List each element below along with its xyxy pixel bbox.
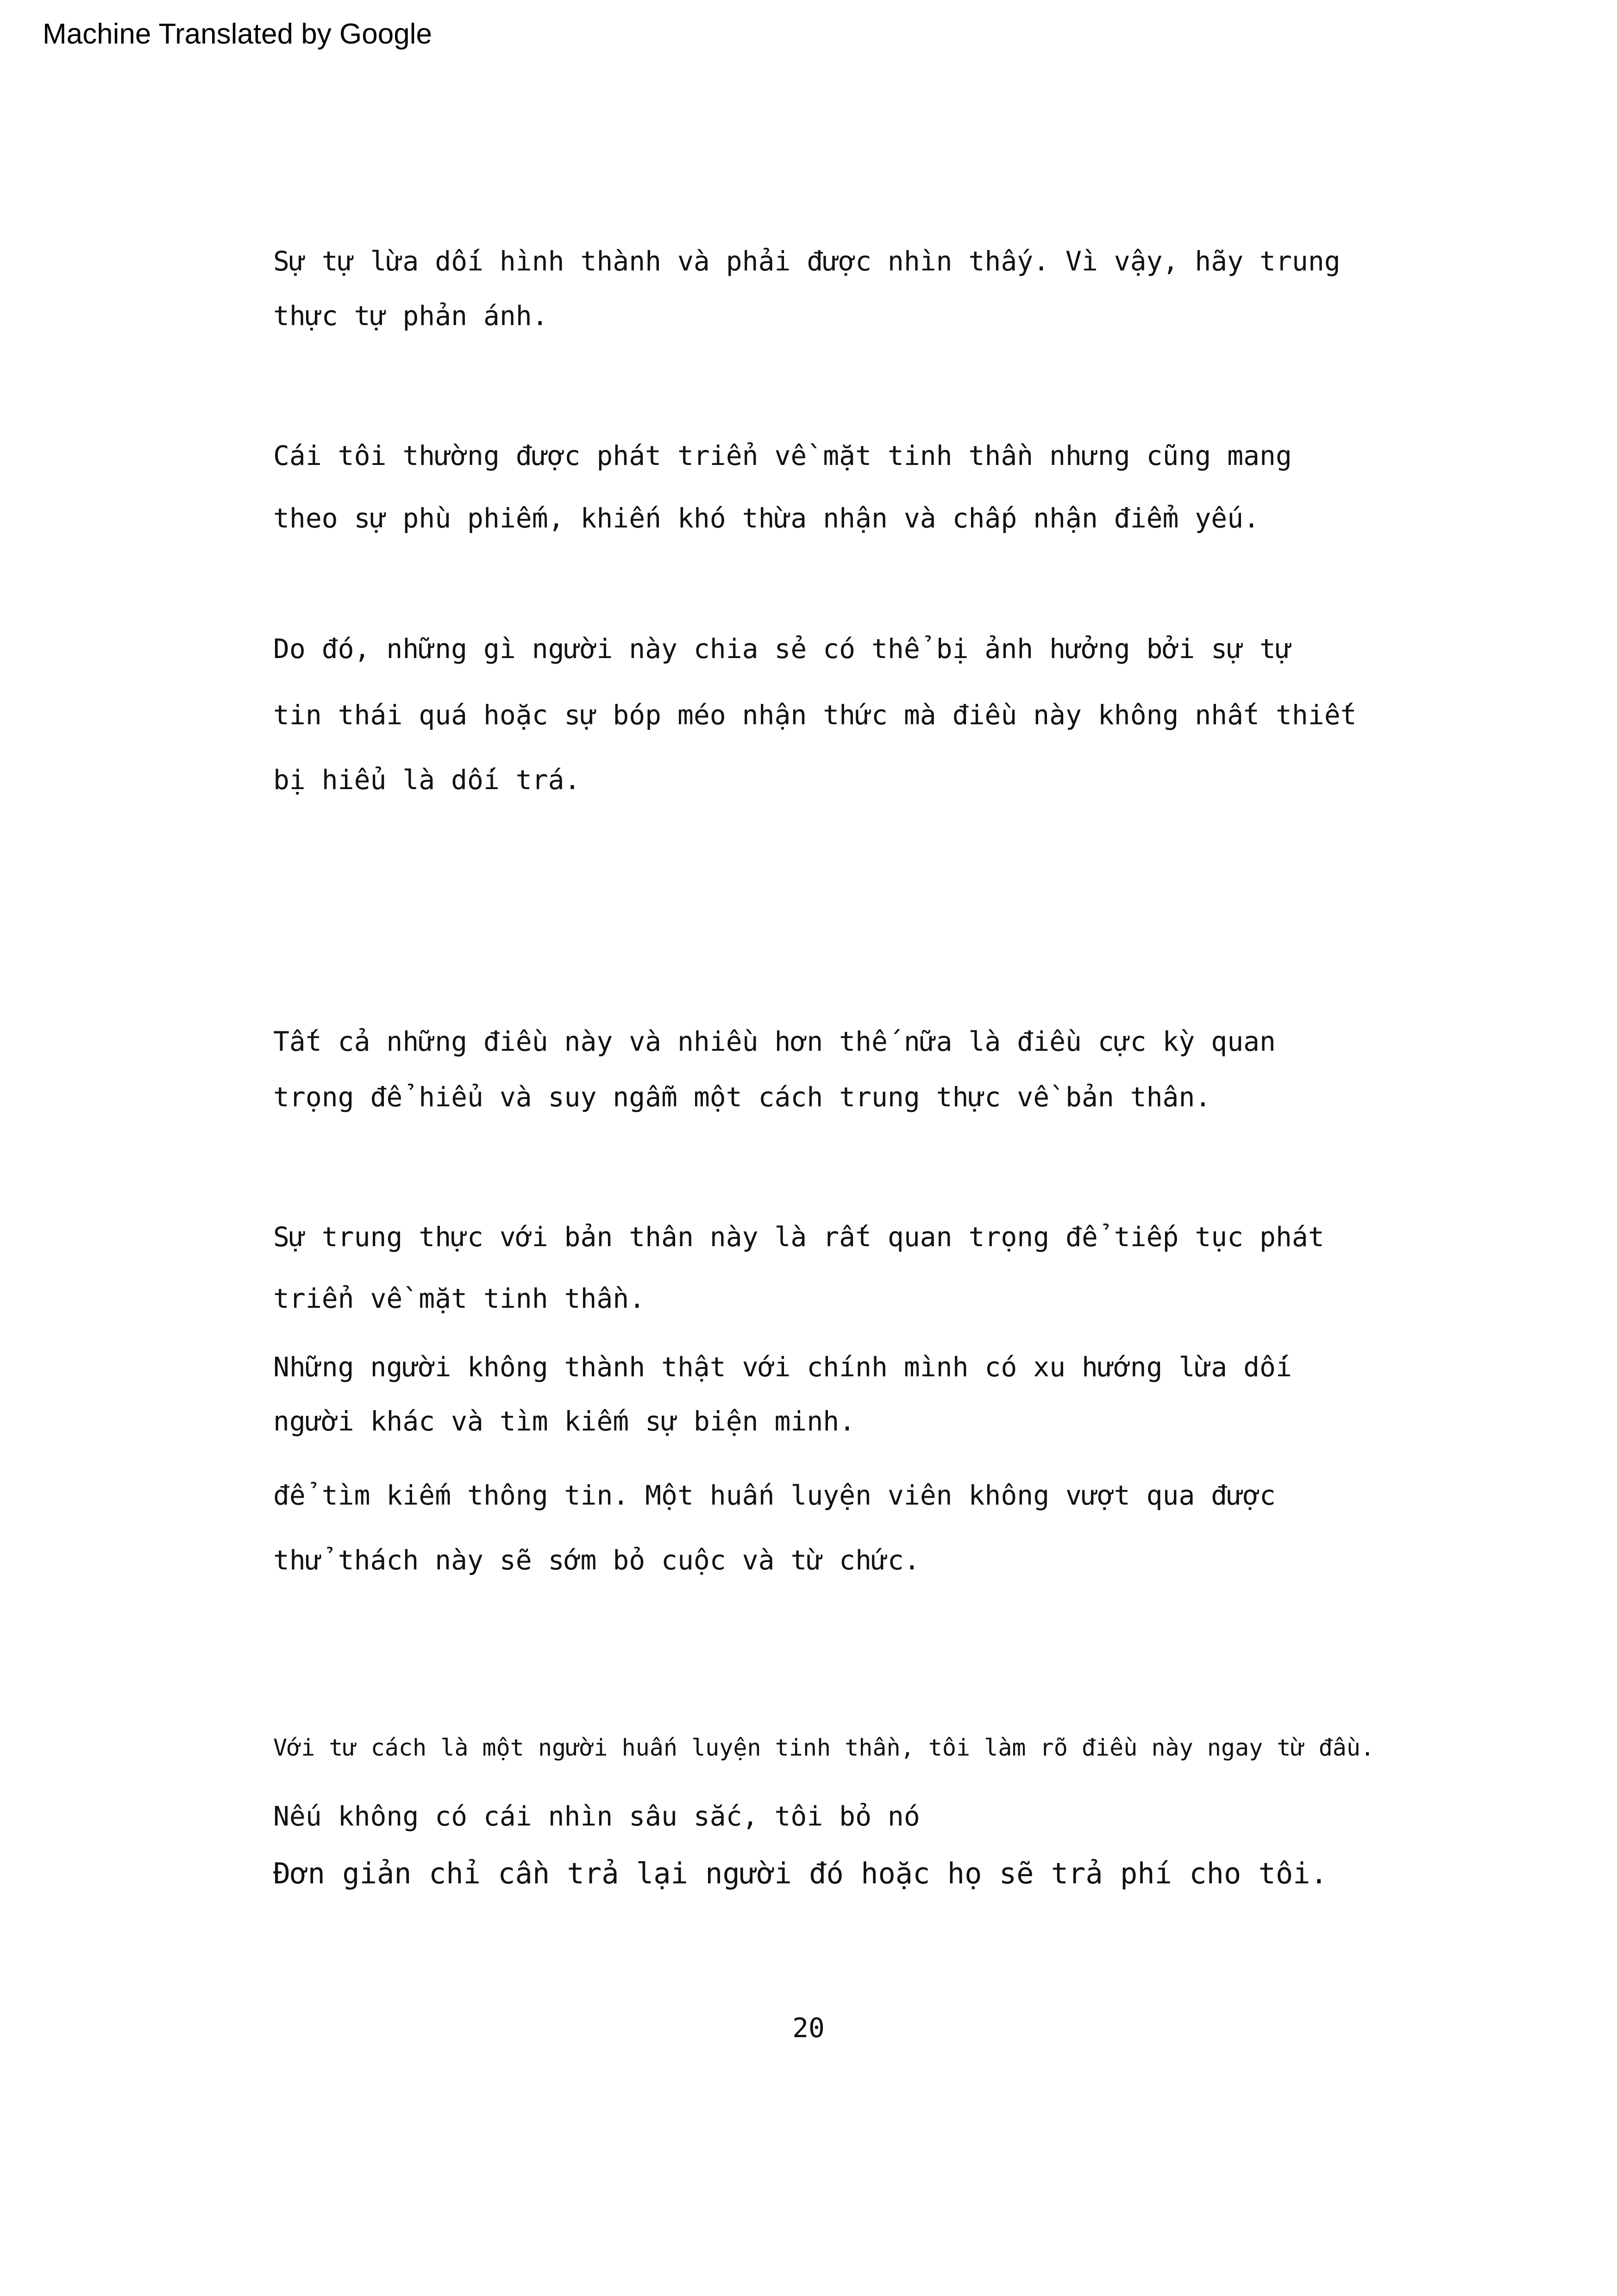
translation-notice: Machine Translated by Google [43, 18, 432, 50]
paragraph-line: Những người không thành thật với chính mình có xu hướng lừa dối [273, 1351, 1292, 1383]
paragraph-line: thực tự phản ánh. [273, 300, 548, 332]
paragraph-line: người khác và tìm kiếm sự biện minh. [273, 1405, 856, 1437]
paragraph-line: thử thách này sẽ sớm bỏ cuộc và từ chức. [273, 1544, 920, 1576]
paragraph-line: trọng để hiểu và suy ngẫm một cách trung thực về bản thân. [273, 1081, 1211, 1113]
paragraph-line: để tìm kiếm thông tin. Một huấn luyện viên không vượt qua được [273, 1480, 1276, 1511]
paragraph-line: bị hiểu là dối trá. [273, 764, 581, 796]
paragraph-line: triển về mặt tinh thần. [273, 1283, 646, 1314]
paragraph-line: Nếu không có cái nhìn sâu sắc, tôi bỏ nó [273, 1800, 920, 1832]
paragraph-line: Cái tôi thường được phát triển về mặt tinh thần nhưng cũng mang [273, 440, 1292, 471]
paragraph-line: Do đó, những gì người này chia sẻ có thể bị ảnh hưởng bởi sự tự [273, 633, 1292, 665]
paragraph-line: Sự tự lừa dối hình thành và phải được nhìn thấy. Vì vậy, hãy trung [273, 245, 1341, 277]
paragraph-line: Với tư cách là một người huấn luyện tinh thần, tôi làm rõ điều này ngay từ đầu. [273, 1734, 1375, 1761]
paragraph-line: Sự trung thực với bản thân này là rất quan trọng để tiếp tục phát [273, 1221, 1324, 1253]
page-number: 20 [792, 2012, 825, 2044]
paragraph-line: tin thái quá hoặc sự bóp méo nhận thức mà điều này không nhất thiết [273, 699, 1357, 731]
paragraph-line: theo sự phù phiếm, khiến khó thừa nhận và chấp nhận điểm yếu. [273, 502, 1260, 534]
paragraph-line: Tất cả những điều này và nhiều hơn thế nữa là điều cực kỳ quan [273, 1026, 1276, 1057]
paragraph-line: Đơn giản chỉ cần trả lại người đó hoặc họ sẽ trả phí cho tôi. [273, 1857, 1328, 1890]
